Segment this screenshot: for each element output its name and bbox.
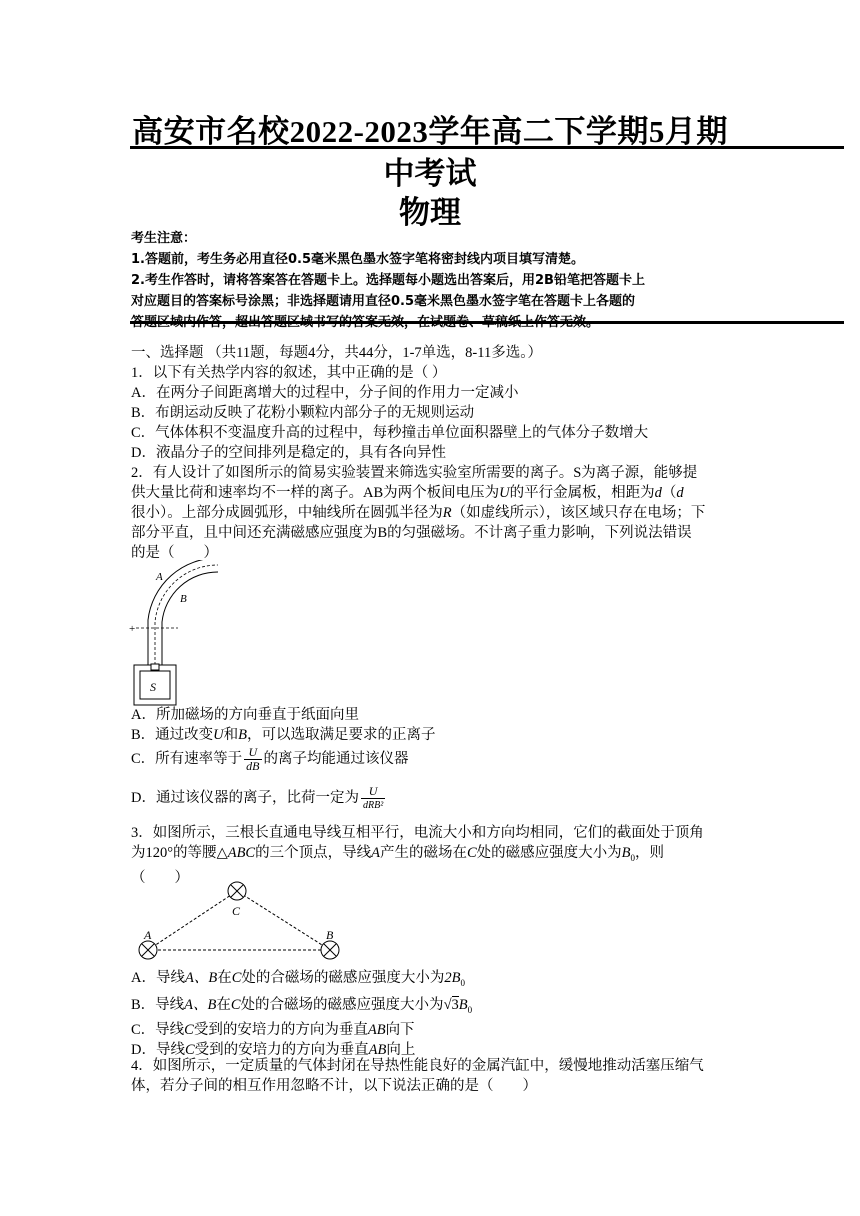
- q2-option-b: B．通过改变U和B，可以选取满足要求的正离子: [131, 727, 436, 743]
- notice-line: 1.答题前，考生务必用直径0.5毫米黑色墨水签字笔将密封线内项目填写清楚。: [131, 252, 585, 267]
- q3-option-b: B．导线A、B在C处的合磁场的磁感应强度大小为$√3B_0$: [131, 996, 473, 1015]
- wire-a-icon: [139, 941, 157, 959]
- q2-stem-line: 部分平直，且中间还充满磁感应强度为B的匀强磁场。不计离子重力影响，下列说法错误: [131, 525, 692, 541]
- q1-option-a: A．在两分子间距离增大的过程中，分子间的作用力一定减小: [131, 385, 519, 401]
- q1-option-d: D．液晶分子的空间排列是稳定的，具有各向异性: [131, 445, 446, 461]
- q3-options: [131, 968, 731, 1060]
- q3-option-a: A．导线A、B在C处的合磁场的磁感应强度大小为$2B_0$: [131, 970, 465, 988]
- notice-divider: [130, 321, 844, 324]
- q2-stem-line: 供大量比荷和速率均不一样的离子。AB为两个板间电压为U的平行金属板，相距为d（d: [131, 485, 684, 501]
- q2-stem-line: 的是（ ）: [131, 545, 218, 561]
- q3-option-d: D．导线C受到的安培力的方向为垂直AB向上: [131, 1041, 416, 1058]
- notice-heading: 考生注意：: [131, 231, 197, 246]
- fraction-u-over-db: $\frac{U}{dB}$: [246, 745, 260, 773]
- line-ac: [148, 891, 237, 950]
- center-axis-arc: [155, 565, 218, 665]
- q1-option-b: B．布朗运动反映了花粉小颗粒内部分子的无规则运动: [131, 405, 475, 421]
- notice-line: 2.考生作答时，请将答案答在答题卡上。选择题每小题选出答案后，用2B铅笔把答题卡上: [131, 273, 645, 288]
- exam-title: 高安市名校2022-2023学年高二下学期5月期: [132, 114, 728, 149]
- q2-stem-line: 很小）。上部分成圆弧形，中轴线所在圆弧半径为R（如虚线所示），该区域只存在电场；下: [131, 505, 706, 521]
- q2-option-a: A．所加磁场的方向垂直于纸面向里: [131, 707, 359, 723]
- q3-stem-line: （ ）: [131, 869, 189, 886]
- q3-option-c: C．导线C受到的安培力的方向为垂直AB向下: [131, 1021, 415, 1038]
- label-plus: +: [129, 623, 136, 635]
- label-s: S: [150, 680, 156, 694]
- notice-line: 对应题目的答案标号涂黑；非选择题请用直径0.5毫米黑色墨水签字笔在答题卡上各题的: [131, 294, 636, 309]
- notice-line: 答题区域内作答，超出答题区域书写的答案无效，在试题卷、草稿纸上作答无效。: [131, 315, 600, 330]
- q4-stem-line: 体，若分子间的相互作用忽略不计，以下说法正确的是（ ）: [131, 1078, 537, 1094]
- candidate-notice: [131, 228, 736, 333]
- label-a: A: [144, 928, 152, 942]
- q3-stem-line: 3．如图所示，三根长直通电导线互相平行，电流大小和方向均相同，它们的截面处于顶角: [131, 825, 704, 841]
- source-slit: [151, 664, 159, 670]
- q4-stem-line: 4．如图所示，一定质量的气体封闭在导热性能良好的金属汽缸中，缓慢地推动活塞压缩气: [131, 1058, 704, 1074]
- sqrt-symbol: √: [443, 996, 452, 1013]
- q2-option-c: C．所有速率等于 $\frac{U}{dB}$ 的离子均能通过该仪器: [131, 745, 409, 773]
- q4-stem: [131, 1056, 731, 1096]
- exam-title-continued: 中考试: [383, 156, 477, 191]
- q2-option-d: D．通过该仪器的离子，比荷一定为 $\frac{U}{\text{dRB²}}$: [131, 784, 384, 811]
- wire-b-icon: [321, 941, 339, 959]
- fraction-u-over-drb2: $\frac{U}{\text{dRB²}}$: [362, 784, 384, 811]
- q2-stem-line: 2．有人设计了如图所示的简易实验装置来筛选实验室所需要的离子。S为离子源，能够提: [131, 465, 698, 481]
- wire-c-icon: [228, 882, 246, 900]
- label-b: B: [326, 928, 334, 942]
- plate-b-arc: [162, 572, 218, 625]
- ion-selector-figure: [128, 560, 223, 710]
- label-c: C: [232, 904, 241, 918]
- subject-title: 物理: [399, 195, 461, 230]
- line-bc: [237, 891, 330, 950]
- q1-option-c: C．气体体积不变温度升高的过程中，每秒撞击单位面积器壁上的气体分子数增大: [131, 425, 649, 441]
- label-a: A: [156, 571, 163, 583]
- three-wires-figure: [128, 878, 348, 964]
- question-block-1: [131, 343, 731, 563]
- section-heading: 一、选择题 （共11题，每题4分，共44分，1-7单选，8-11多选。）: [131, 345, 542, 361]
- label-b: B: [180, 593, 187, 605]
- q3-stem-line: 为120°的等腰△ABC的三个顶点，导线A产生的磁场在C处的磁感应强度大小为$B_0$，则: [131, 845, 664, 863]
- q1-stem: 1．以下有关热学内容的叙述，其中正确的是（ ）: [131, 365, 447, 381]
